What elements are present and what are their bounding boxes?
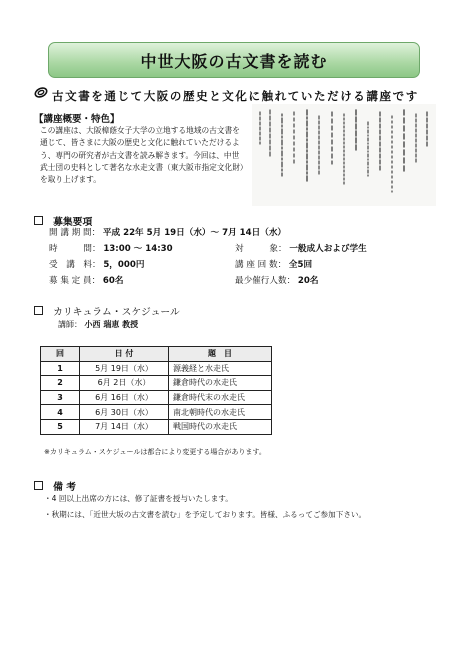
target-label: 対 象： <box>235 244 287 254</box>
minimum-value: 20名 <box>297 276 319 286</box>
lecturer-label: 講師： <box>58 320 82 329</box>
manuscript-image <box>252 104 436 206</box>
recruitment-heading: 募集要項 <box>53 217 93 228</box>
square-bullet-icon <box>34 216 43 225</box>
minimum-label: 最少催行人数： <box>235 276 296 286</box>
period-row <box>49 226 286 238</box>
session-number: 5 <box>41 419 80 434</box>
time-label: 時 間： <box>49 244 101 254</box>
fee-label: 受 講 料： <box>49 260 101 270</box>
time-row <box>49 242 173 254</box>
period-value: 平成 22年 5月 19日（水）～ 7月 14日（水） <box>102 228 287 238</box>
fee-value: 5，000円 <box>103 260 145 270</box>
paperclip-icon <box>34 87 48 98</box>
remark-item: ・4 回以上出席の方には、修了証書を授与いたします。 <box>44 494 233 503</box>
session-date: 6月 2日（水） <box>80 376 169 391</box>
curriculum-heading: カリキュラム・スケジュール <box>53 307 180 318</box>
remarks-heading: 備 考 <box>53 482 77 493</box>
session-topic: 鎌倉時代の水走氏 <box>169 376 272 391</box>
table-row <box>41 376 272 391</box>
capacity-label: 募 集 定 員： <box>49 276 101 286</box>
table-row <box>41 405 272 420</box>
table-row <box>41 361 272 376</box>
curriculum-table <box>40 346 272 435</box>
curriculum-section-title <box>34 300 180 319</box>
remark-item: ・秋期には、「近世大坂の古文書を読む」を予定しております。皆様、ふるってご参加下さい。 <box>44 510 367 519</box>
table-row <box>41 390 272 405</box>
session-date: 6月 30日（水） <box>80 405 169 420</box>
capacity-row <box>49 274 123 286</box>
remarks-section-title <box>34 475 76 494</box>
session-topic: 戦国時代の水走氏 <box>169 419 272 434</box>
capacity-value: 60名 <box>102 276 124 286</box>
session-date: 7月 14日（水） <box>80 419 169 434</box>
sessions-value: 全5回 <box>288 260 313 270</box>
sessions-label: 講 座 回 数： <box>235 260 287 270</box>
fee-row <box>49 258 144 270</box>
column-header: 題 目 <box>169 347 272 362</box>
column-header: 回 <box>41 347 80 362</box>
session-number: 3 <box>41 390 80 405</box>
table-row <box>41 419 272 434</box>
period-label: 開 講 期 間： <box>49 228 101 238</box>
session-topic: 南北朝時代の水走氏 <box>169 405 272 420</box>
square-bullet-icon <box>34 306 43 315</box>
page-title: 中世大阪の古文書を読む <box>140 51 328 71</box>
square-bullet-icon <box>34 481 43 490</box>
session-number: 1 <box>41 361 80 376</box>
table-header-row <box>41 347 272 362</box>
sessions-row <box>235 258 312 270</box>
session-topic: 源義経と水走氏 <box>169 361 272 376</box>
session-number: 2 <box>41 376 80 391</box>
session-topic: 鎌倉時代末の水走氏 <box>169 390 272 405</box>
overview-heading: 【講座概要・特色】 <box>34 114 120 125</box>
minimum-row <box>235 274 318 286</box>
column-header: 日 付 <box>80 347 169 362</box>
curriculum-note: ※カリキュラム・スケジュールは都合により変更する場合があります。 <box>44 448 266 456</box>
lecturer-name: 小西 瑞恵 教授 <box>84 320 139 329</box>
session-date: 5月 19日（水） <box>80 361 169 376</box>
subtitle: 古文書を通じて大阪の歴史と文化に触れていただける講座です <box>52 89 419 103</box>
session-date: 6月 16日（水） <box>80 390 169 405</box>
lecturer-row <box>58 319 138 330</box>
session-number: 4 <box>41 405 80 420</box>
title-banner <box>48 42 420 78</box>
target-value: 一般成人および学生 <box>289 244 367 254</box>
overview-text: この講座は、大阪樟蔭女子大学の立地する地域の古文書を通じて、皆さまに大阪の歴史と文化に触れていただけるよう、専門の研究者が古文書を読み解きます。今回は、中世武士団の史料として著名な水走文書（東大阪市指定文化財）を取り上げます。 <box>40 126 244 185</box>
target-row <box>235 242 367 254</box>
time-value: 13:00 〜 14:30 <box>103 244 173 254</box>
